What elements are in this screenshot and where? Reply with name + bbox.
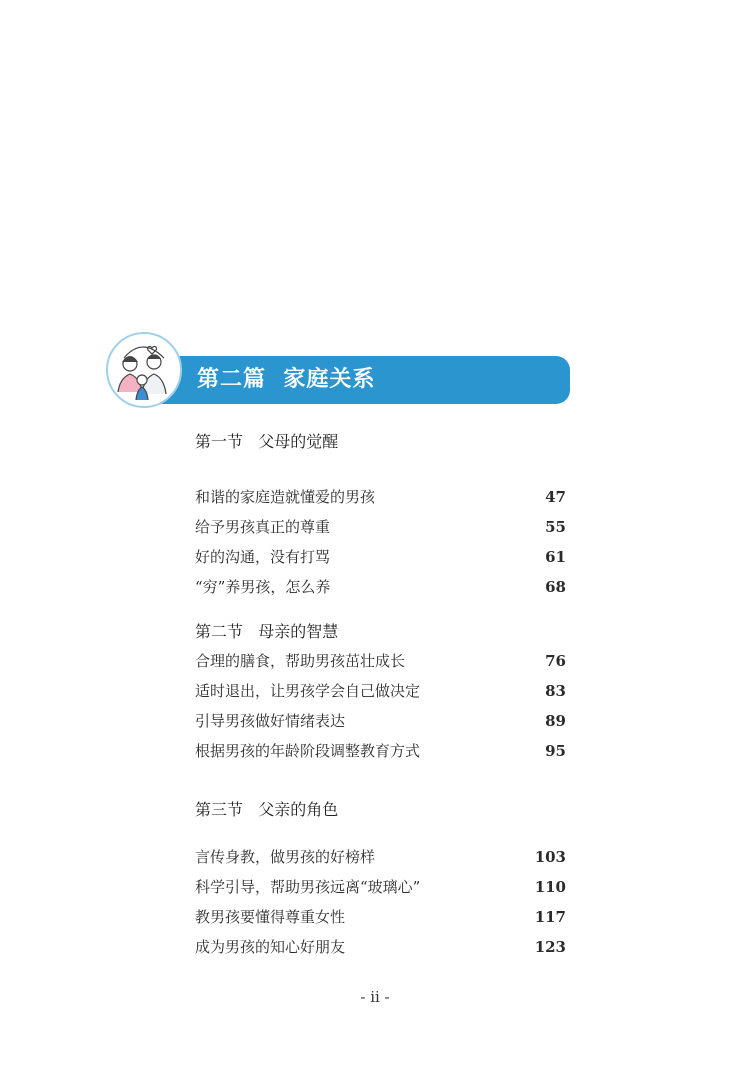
toc-entry[interactable] xyxy=(195,736,570,766)
toc-entry-page: 110 xyxy=(534,878,566,896)
toc-entry-page: 76 xyxy=(545,652,566,670)
toc-entry-page: 68 xyxy=(545,578,566,596)
toc-entry-label: 教男孩要懂得尊重女性 xyxy=(195,908,346,926)
section-2 xyxy=(195,620,570,766)
part-banner xyxy=(106,332,572,408)
toc-entry[interactable] xyxy=(195,512,570,542)
toc-entry-label: 科学引导，帮助男孩远离“玻璃心” xyxy=(195,878,421,896)
toc-entry[interactable] xyxy=(195,706,570,736)
toc-entry-label: 合理的膳食，帮助男孩茁壮成长 xyxy=(195,652,406,670)
toc-entry-label: 言传身教，做男孩的好榜样 xyxy=(195,848,376,866)
toc-entry-page: 55 xyxy=(545,518,566,536)
toc-entry[interactable] xyxy=(195,646,570,676)
section-heading: 第一节 父母的觉醒 xyxy=(195,432,339,451)
toc-entry[interactable] xyxy=(195,482,570,512)
toc-entry-page: 83 xyxy=(545,682,566,700)
part-title: 第二篇 家庭关系 xyxy=(197,367,376,392)
toc-entry[interactable] xyxy=(195,872,570,902)
toc-entry-label: 给予男孩真正的尊重 xyxy=(195,518,331,536)
toc-entry-label: 引导男孩做好情绪表达 xyxy=(195,712,346,730)
toc-entry[interactable] xyxy=(195,572,570,602)
section-heading: 第二节 母亲的智慧 xyxy=(195,622,339,641)
toc-entry[interactable] xyxy=(195,902,570,932)
toc-entry-page: 103 xyxy=(534,848,566,866)
toc-entry-page: 123 xyxy=(534,938,566,956)
page-number: - ii - xyxy=(360,988,390,1006)
toc-entry[interactable] xyxy=(195,842,570,872)
toc-entry-label: 成为男孩的知心好朋友 xyxy=(195,938,346,956)
toc-entry-page: 61 xyxy=(545,548,566,566)
toc-entry-page: 89 xyxy=(545,712,566,730)
toc-entry[interactable] xyxy=(195,676,570,706)
section-3 xyxy=(195,798,570,962)
family-illustration-icon xyxy=(106,332,182,408)
toc-entry-page: 95 xyxy=(545,742,566,760)
section-1 xyxy=(195,430,570,602)
toc-entry-label: 适时退出，让男孩学会自己做决定 xyxy=(195,682,421,700)
toc-entry-label: 根据男孩的年龄阶段调整教育方式 xyxy=(195,742,421,760)
toc-entry-label: 和谐的家庭造就懂爱的男孩 xyxy=(195,488,376,506)
toc-entry-label: 好的沟通，没有打骂 xyxy=(195,548,331,566)
toc-entry[interactable] xyxy=(195,932,570,962)
section-heading: 第三节 父亲的角色 xyxy=(195,800,339,819)
toc-entry[interactable] xyxy=(195,542,570,572)
toc-entry-page: 117 xyxy=(534,908,566,926)
toc-entry-page: 47 xyxy=(545,488,566,506)
toc-entry-label: “穷”养男孩，怎么养 xyxy=(195,578,331,596)
